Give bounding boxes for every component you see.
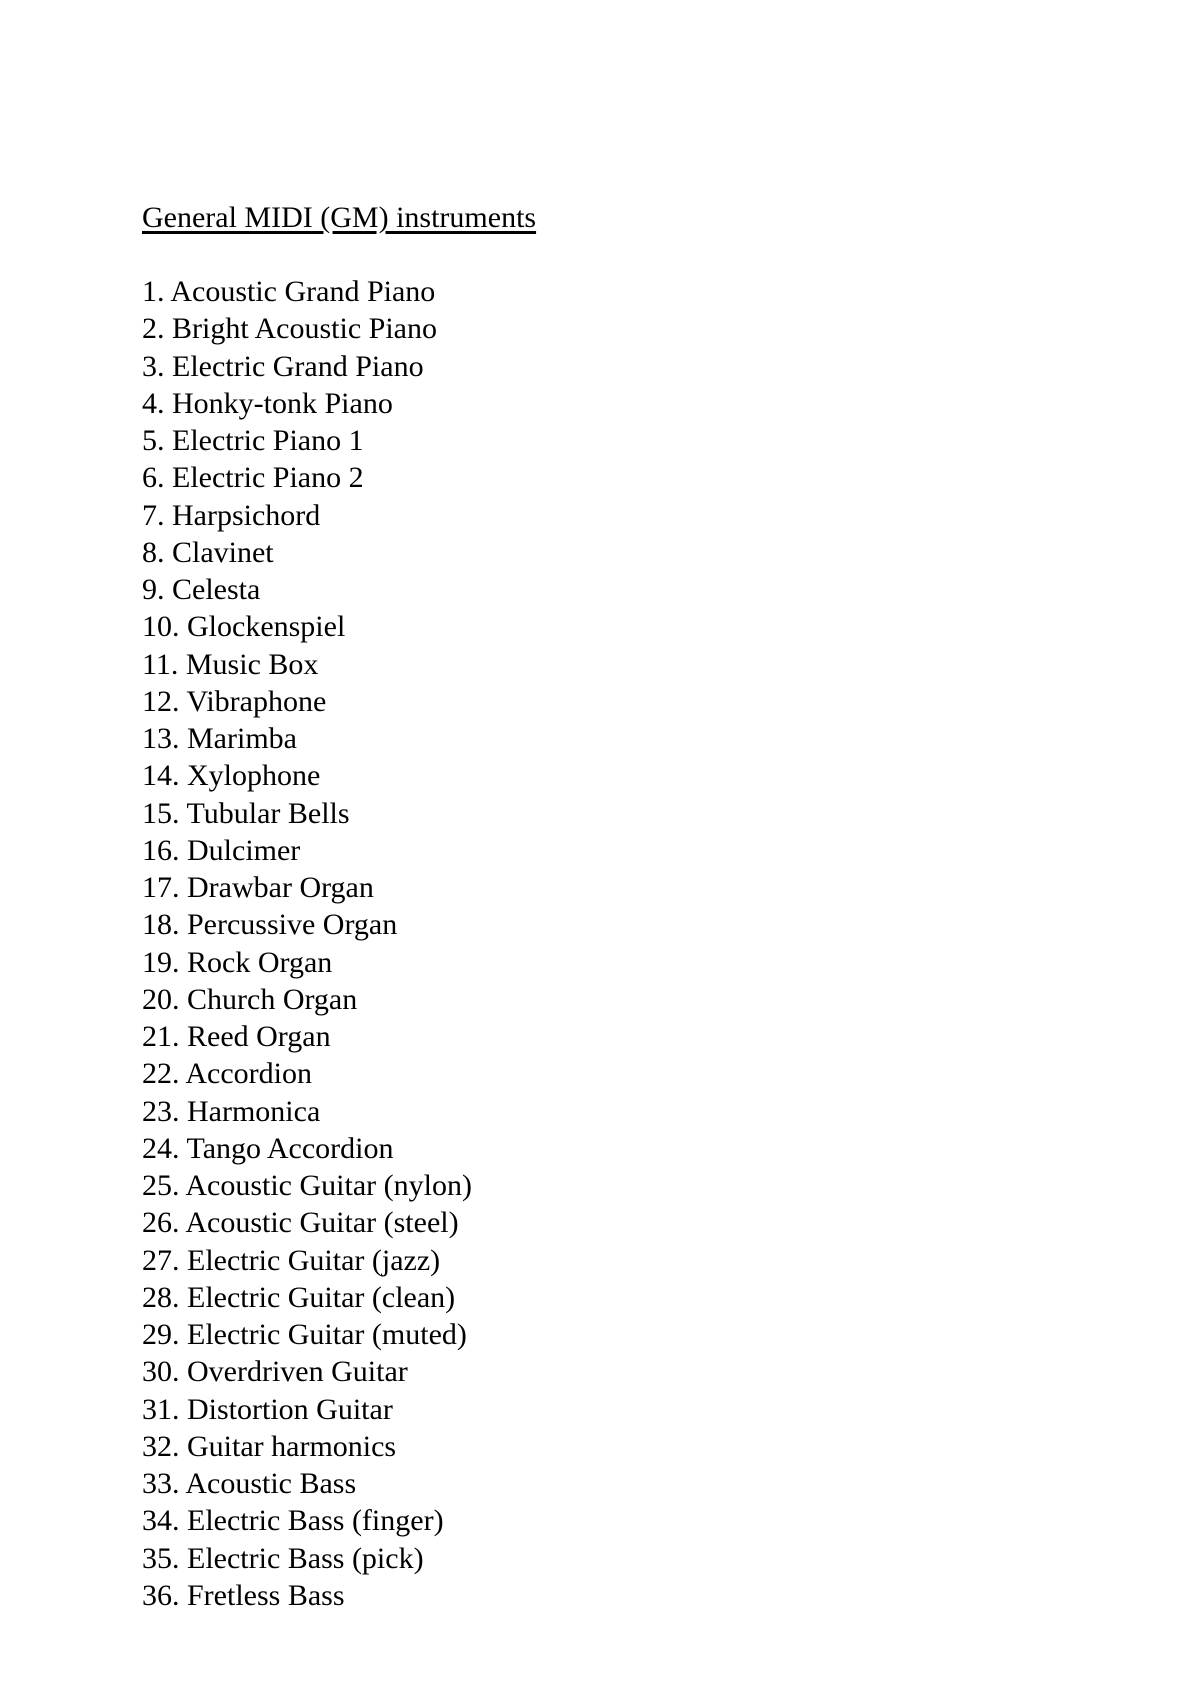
instrument-list-item: 8. Clavinet <box>142 535 274 569</box>
instrument-list-item: 14. Xylophone <box>142 759 321 793</box>
instrument-list-item: 3. Electric Grand Piano <box>142 349 424 383</box>
instrument-list-item: 7. Harpsichord <box>142 498 321 532</box>
instrument-list-item: 9. Celesta <box>142 573 261 606</box>
instrument-list-item: 29. Electric Guitar (muted) <box>142 1318 467 1351</box>
instrument-list-item: 34. Electric Bass (finger) <box>142 1504 444 1538</box>
instrument-list-item: 1. Acoustic Grand Piano <box>142 275 436 308</box>
instrument-list-item: 19. Rock Organ <box>142 945 333 979</box>
instrument-list-item: 25. Acoustic Guitar (nylon) <box>142 1169 472 1202</box>
instrument-list-item: 13. Marimba <box>142 722 297 755</box>
instrument-list <box>142 273 536 1614</box>
instrument-list-item: 31. Distortion Guitar <box>142 1392 393 1426</box>
instrument-list-item: 15. Tubular Bells <box>142 796 350 830</box>
instrument-list-item: 26. Acoustic Guitar (steel) <box>142 1206 459 1240</box>
instrument-list-item: 27. Electric Guitar (jazz) <box>142 1243 441 1277</box>
instrument-list-item: 20. Church Organ <box>142 982 358 1016</box>
instrument-list-item: 23. Harmonica <box>142 1094 321 1128</box>
instrument-list-item: 4. Honky-tonk Piano <box>142 386 393 420</box>
instrument-list-item: 21. Reed Organ <box>142 1020 331 1053</box>
instrument-list-item: 24. Tango Accordion <box>142 1131 394 1165</box>
instrument-list-item: 6. Electric Piano 2 <box>142 461 364 495</box>
instrument-list-item: 22. Accordion <box>142 1057 312 1091</box>
instrument-list-item: 35. Electric Bass (pick) <box>142 1541 424 1575</box>
instrument-list-item: 2. Bright Acoustic Piano <box>142 312 437 346</box>
instrument-list-item: 30. Overdriven Guitar <box>142 1355 408 1389</box>
document-title: General MIDI (GM) instruments <box>142 201 537 234</box>
instrument-list-item: 28. Electric Guitar (clean) <box>142 1280 456 1314</box>
instrument-list-item: 18. Percussive Organ <box>142 908 398 942</box>
instrument-list-item: 17. Drawbar Organ <box>142 871 374 904</box>
instrument-list-item: 33. Acoustic Bass <box>142 1467 357 1500</box>
instrument-list-item: 32. Guitar harmonics <box>142 1429 397 1463</box>
document-body <box>142 198 536 1614</box>
instrument-list-item: 5. Electric Piano 1 <box>142 424 364 457</box>
instrument-list-item: 10. Glockenspiel <box>142 610 346 644</box>
instrument-list-item: 16. Dulcimer <box>142 833 301 867</box>
instrument-list-item: 11. Music Box <box>142 647 319 681</box>
instrument-list-item: 12. Vibraphone <box>142 684 327 718</box>
instrument-list-item: 36. Fretless Bass <box>142 1578 345 1612</box>
